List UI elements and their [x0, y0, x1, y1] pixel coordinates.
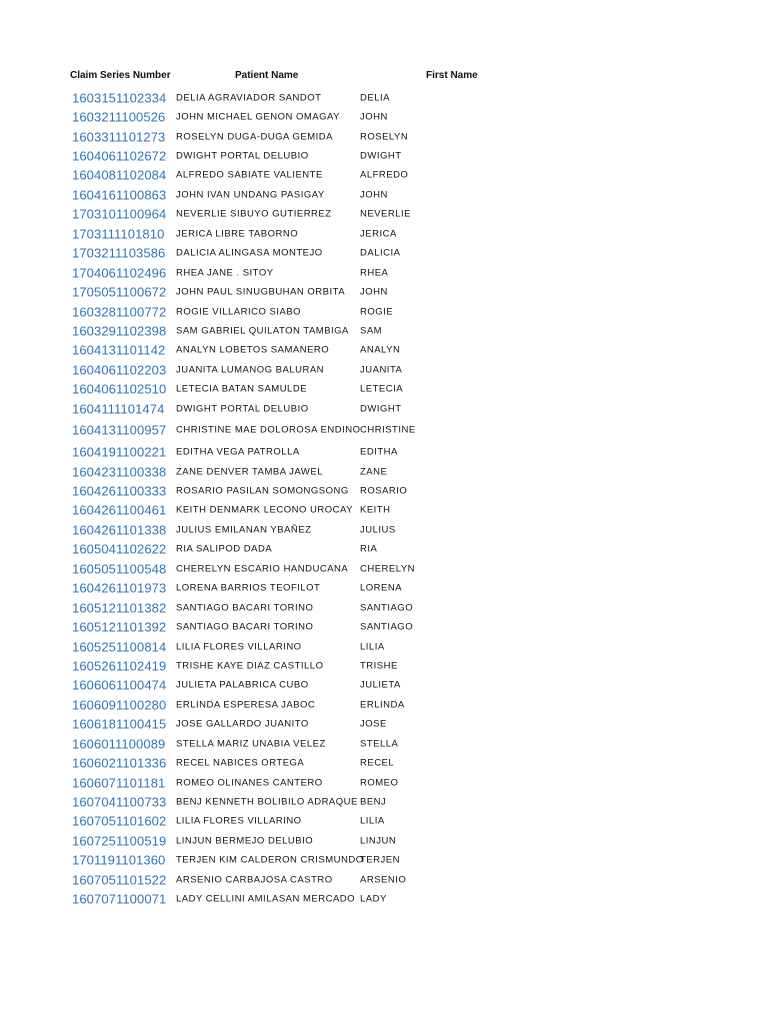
- table-row: [0, 244, 768, 263]
- patient-name-cell: JERICA LIBRE TABORNO: [176, 228, 299, 240]
- patient-name-cell: TRISHE KAYE DIAZ CASTILLO: [176, 660, 324, 672]
- table-row: [0, 88, 768, 107]
- patient-name-cell: ANALYN LOBETOS SAMANERO: [176, 344, 330, 356]
- patient-name-cell: RECEL NABICES ORTEGA: [176, 757, 305, 769]
- table-row: [0, 399, 768, 418]
- claim-series-number-cell: 1607051101602: [72, 813, 167, 829]
- table-row: [0, 341, 768, 360]
- first-name-cell: LORENA: [360, 582, 403, 594]
- claim-series-number-cell: 1703111101810: [72, 226, 165, 242]
- claim-series-number-cell: 1604191100221: [72, 444, 167, 460]
- first-name-cell: STELLA: [360, 738, 399, 750]
- patient-name-cell: JUANITA LUMANOG BALURAN: [176, 364, 325, 376]
- claim-series-number-cell: 1604161100863: [72, 187, 167, 203]
- patient-name-cell: DWIGHT PORTAL DELUBIO: [176, 150, 309, 162]
- table-row: [0, 695, 768, 714]
- first-name-cell: JOSE: [360, 718, 387, 730]
- first-name-cell: LADY: [360, 893, 387, 905]
- patient-name-cell: ALFREDO SABIATE VALIENTE: [176, 169, 323, 181]
- claim-series-number-cell: 1607071100071: [72, 891, 167, 907]
- table-row: [0, 520, 768, 539]
- first-name-cell: JOHN: [360, 111, 388, 123]
- claim-series-number-cell: 1604261101973: [72, 580, 167, 596]
- first-name-cell: TRISHE: [360, 660, 398, 672]
- table-row: [0, 637, 768, 656]
- table-row: [0, 773, 768, 792]
- first-name-cell: LETECIA: [360, 383, 404, 395]
- table-row: [0, 831, 768, 850]
- table-row: [0, 676, 768, 695]
- claim-series-number-cell: 1603151102334: [72, 90, 167, 106]
- claim-series-number-cell: 1605041102622: [72, 541, 167, 557]
- patient-name-cell: NEVERLIE SIBUYO GUTIERREZ: [176, 208, 332, 220]
- claim-series-number-cell: 1606061100474: [72, 677, 167, 693]
- table-row: [0, 617, 768, 636]
- table-row: [0, 166, 768, 185]
- first-name-cell: JULIUS: [360, 524, 396, 536]
- table-row: [0, 146, 768, 165]
- first-name-cell: CHRISTINE: [360, 424, 416, 436]
- table-row: [0, 263, 768, 282]
- first-name-cell: JUANITA: [360, 364, 403, 376]
- table-row: [0, 792, 768, 811]
- patient-name-cell: STELLA MARIZ UNABIA VELEZ: [176, 738, 326, 750]
- patient-name-cell: JOSE GALLARDO JUANITO: [176, 718, 309, 730]
- table-row: [0, 734, 768, 753]
- first-name-cell: RIA: [360, 543, 378, 555]
- claim-series-number-cell: 1606071101181: [72, 775, 166, 791]
- patient-name-cell: LORENA BARRIOS TEOFILOT: [176, 582, 321, 594]
- claim-series-number-cell: 1603311101273: [72, 129, 166, 145]
- patient-name-cell: JULIETA PALABRICA CUBO: [176, 679, 309, 691]
- table-row: [0, 753, 768, 772]
- first-name-cell: ROMEO: [360, 777, 399, 789]
- table-row: [0, 321, 768, 340]
- table-row: [0, 851, 768, 870]
- table-row: [0, 812, 768, 831]
- table-row: [0, 501, 768, 520]
- table-row: [0, 205, 768, 224]
- claim-series-number-cell: 1604061102510: [72, 381, 167, 397]
- first-name-cell: JERICA: [360, 228, 397, 240]
- patient-name-cell: JOHN PAUL SINUGBUHAN ORBITA: [176, 286, 346, 298]
- table-row: [0, 360, 768, 379]
- table-row: [0, 715, 768, 734]
- claim-series-number-cell: 1604261100461: [72, 502, 167, 518]
- patient-name-cell: ROSELYN DUGA-DUGA GEMIDA: [176, 131, 333, 143]
- first-name-cell: ROSARIO: [360, 485, 408, 497]
- claim-series-number-cell: 1607251100519: [72, 833, 167, 849]
- patient-name-cell: ROMEO OLINANES CANTERO: [176, 777, 323, 789]
- patient-name-cell: ROGIE VILLARICO SIABO: [176, 306, 302, 318]
- first-name-cell: SANTIAGO: [360, 602, 414, 614]
- first-name-cell: ROGIE: [360, 306, 394, 318]
- first-name-cell: JULIETA: [360, 679, 401, 691]
- first-name-cell: DELIA: [360, 92, 390, 104]
- header-first-name: First Name: [426, 70, 478, 81]
- claim-series-number-cell: 1603281100772: [72, 304, 167, 320]
- patient-name-cell: LINJUN BERMEJO DELUBIO: [176, 835, 314, 847]
- claim-series-number-cell: 1605121101392: [72, 619, 167, 635]
- first-name-cell: DALICIA: [360, 247, 401, 259]
- claim-series-number-cell: 1604261100333: [72, 483, 167, 499]
- first-name-cell: NEVERLIE: [360, 208, 411, 220]
- patient-name-cell: JULIUS EMILANAN YBAÑEZ: [176, 524, 312, 536]
- column-header-row: [0, 70, 768, 86]
- first-name-cell: JOHN: [360, 189, 388, 201]
- patient-name-cell: BENJ KENNETH BOLIBILO ADRAQUE: [176, 796, 358, 808]
- claim-series-number-cell: 1607041100733: [72, 794, 167, 810]
- first-name-cell: RECEL: [360, 757, 395, 769]
- patient-name-cell: RIA SALIPOD DADA: [176, 543, 273, 555]
- first-name-cell: ARSENIO: [360, 874, 407, 886]
- table-row: [0, 380, 768, 399]
- first-name-cell: ANALYN: [360, 344, 401, 356]
- patient-name-cell: ERLINDA ESPERESA JABOC: [176, 699, 316, 711]
- patient-name-cell: ZANE DENVER TAMBA JAWEL: [176, 466, 323, 478]
- claim-series-number-cell: 1703211103586: [72, 245, 166, 261]
- claim-series-number-cell: 1604131101142: [72, 342, 166, 358]
- first-name-cell: SANTIAGO: [360, 621, 414, 633]
- header-claim-series-number: Claim Series Number: [70, 70, 171, 81]
- patient-name-cell: KEITH DENMARK LECONO UROCAY: [176, 504, 353, 516]
- patient-name-cell: ARSENIO CARBAJOSA CASTRO: [176, 874, 333, 886]
- first-name-cell: DWIGHT: [360, 150, 402, 162]
- patient-name-cell: JOHN MICHAEL GENON OMAGAY: [176, 111, 340, 123]
- claim-series-number-cell: 1605251100814: [72, 639, 167, 655]
- patient-name-cell: SAM GABRIEL QUILATON TAMBIGA: [176, 325, 349, 337]
- claim-series-number-cell: 1603291102398: [72, 323, 167, 339]
- table-row: [0, 598, 768, 617]
- first-name-cell: LILIA: [360, 815, 385, 827]
- table-row: [0, 282, 768, 301]
- table-row: [0, 890, 768, 909]
- first-name-cell: CHERELYN: [360, 563, 416, 575]
- claim-series-number-cell: 1604231100338: [72, 464, 167, 480]
- patient-name-cell: LADY CELLINI AMILASAN MERCADO: [176, 893, 356, 905]
- patient-name-cell: EDITHA VEGA PATROLLA: [176, 446, 300, 458]
- first-name-cell: LILIA: [360, 641, 385, 653]
- first-name-cell: ROSELYN: [360, 131, 409, 143]
- table-row: [0, 656, 768, 675]
- claim-series-number-cell: 1606181100415: [72, 716, 167, 732]
- claim-series-number-cell: 1701191101360: [72, 852, 166, 868]
- patient-name-cell: DALICIA ALINGASA MONTEJO: [176, 247, 323, 259]
- claim-series-number-cell: 1604061102203: [72, 362, 167, 378]
- first-name-cell: LINJUN: [360, 835, 397, 847]
- first-name-cell: ERLINDA: [360, 699, 405, 711]
- patient-name-cell: RHEA JANE . SITOY: [176, 267, 274, 279]
- claim-series-number-cell: 1607051101522: [72, 872, 167, 888]
- claim-series-number-cell: 1604261101338: [72, 522, 167, 538]
- first-name-cell: KEITH: [360, 504, 391, 516]
- claim-series-number-cell: 1604111101474: [72, 401, 165, 417]
- patient-name-cell: LILIA FLORES VILLARINO: [176, 641, 302, 653]
- patient-name-cell: SANTIAGO BACARI TORINO: [176, 602, 314, 614]
- claim-series-number-cell: 1604131100957: [72, 422, 167, 438]
- first-name-cell: BENJ: [360, 796, 387, 808]
- table-row: [0, 302, 768, 321]
- patient-name-cell: DELIA AGRAVIADOR SANDOT: [176, 92, 322, 104]
- claim-series-number-cell: 1604061102672: [72, 148, 167, 164]
- table-row: [0, 185, 768, 204]
- table-row: [0, 481, 768, 500]
- table-row: [0, 107, 768, 126]
- table-row: [0, 540, 768, 559]
- table-row: [0, 127, 768, 146]
- claim-series-number-cell: 1605261102419: [72, 658, 167, 674]
- first-name-cell: SAM: [360, 325, 383, 337]
- first-name-cell: RHEA: [360, 267, 389, 279]
- patient-name-cell: JOHN IVAN UNDANG PASIGAY: [176, 189, 325, 201]
- first-name-cell: DWIGHT: [360, 403, 402, 415]
- table-row: [0, 559, 768, 578]
- patient-name-cell: CHERELYN ESCARIO HANDUCANA: [176, 563, 349, 575]
- claims-table-body: [0, 88, 768, 909]
- first-name-cell: ZANE: [360, 466, 388, 478]
- claim-series-number-cell: 1705051100672: [72, 284, 167, 300]
- claim-series-number-cell: 1605051100548: [72, 561, 167, 577]
- claim-series-number-cell: 1704061102496: [72, 265, 167, 281]
- header-patient-name: Patient Name: [235, 70, 299, 81]
- table-row: [0, 442, 768, 461]
- patient-name-cell: LILIA FLORES VILLARINO: [176, 815, 302, 827]
- claim-series-number-cell: 1606091100280: [72, 697, 167, 713]
- table-row: [0, 224, 768, 243]
- table-row: [0, 870, 768, 889]
- claim-series-number-cell: 1703101100964: [72, 206, 167, 222]
- patient-name-cell: CHRISTINE MAE DOLOROSA ENDINO: [176, 424, 361, 436]
- claim-series-number-cell: 1605121101382: [72, 600, 167, 616]
- patient-name-cell: ROSARIO PASILAN SOMONGSONG: [176, 485, 349, 497]
- table-row: [0, 579, 768, 598]
- patient-name-cell: TERJEN KIM CALDERON CRISMUNDO: [176, 854, 364, 866]
- patient-name-cell: SANTIAGO BACARI TORINO: [176, 621, 314, 633]
- first-name-cell: JOHN: [360, 286, 388, 298]
- claim-series-number-cell: 1604081102084: [72, 167, 167, 183]
- claim-series-number-cell: 1606011100089: [72, 736, 166, 752]
- first-name-cell: EDITHA: [360, 446, 398, 458]
- patient-name-cell: DWIGHT PORTAL DELUBIO: [176, 403, 309, 415]
- table-row: [0, 462, 768, 481]
- patient-name-cell: LETECIA BATAN SAMULDE: [176, 383, 308, 395]
- first-name-cell: ALFREDO: [360, 169, 409, 181]
- claim-series-number-cell: 1603211100526: [72, 109, 166, 125]
- table-row: [0, 418, 768, 442]
- first-name-cell: TERJEN: [360, 854, 400, 866]
- claim-series-number-cell: 1606021101336: [72, 755, 167, 771]
